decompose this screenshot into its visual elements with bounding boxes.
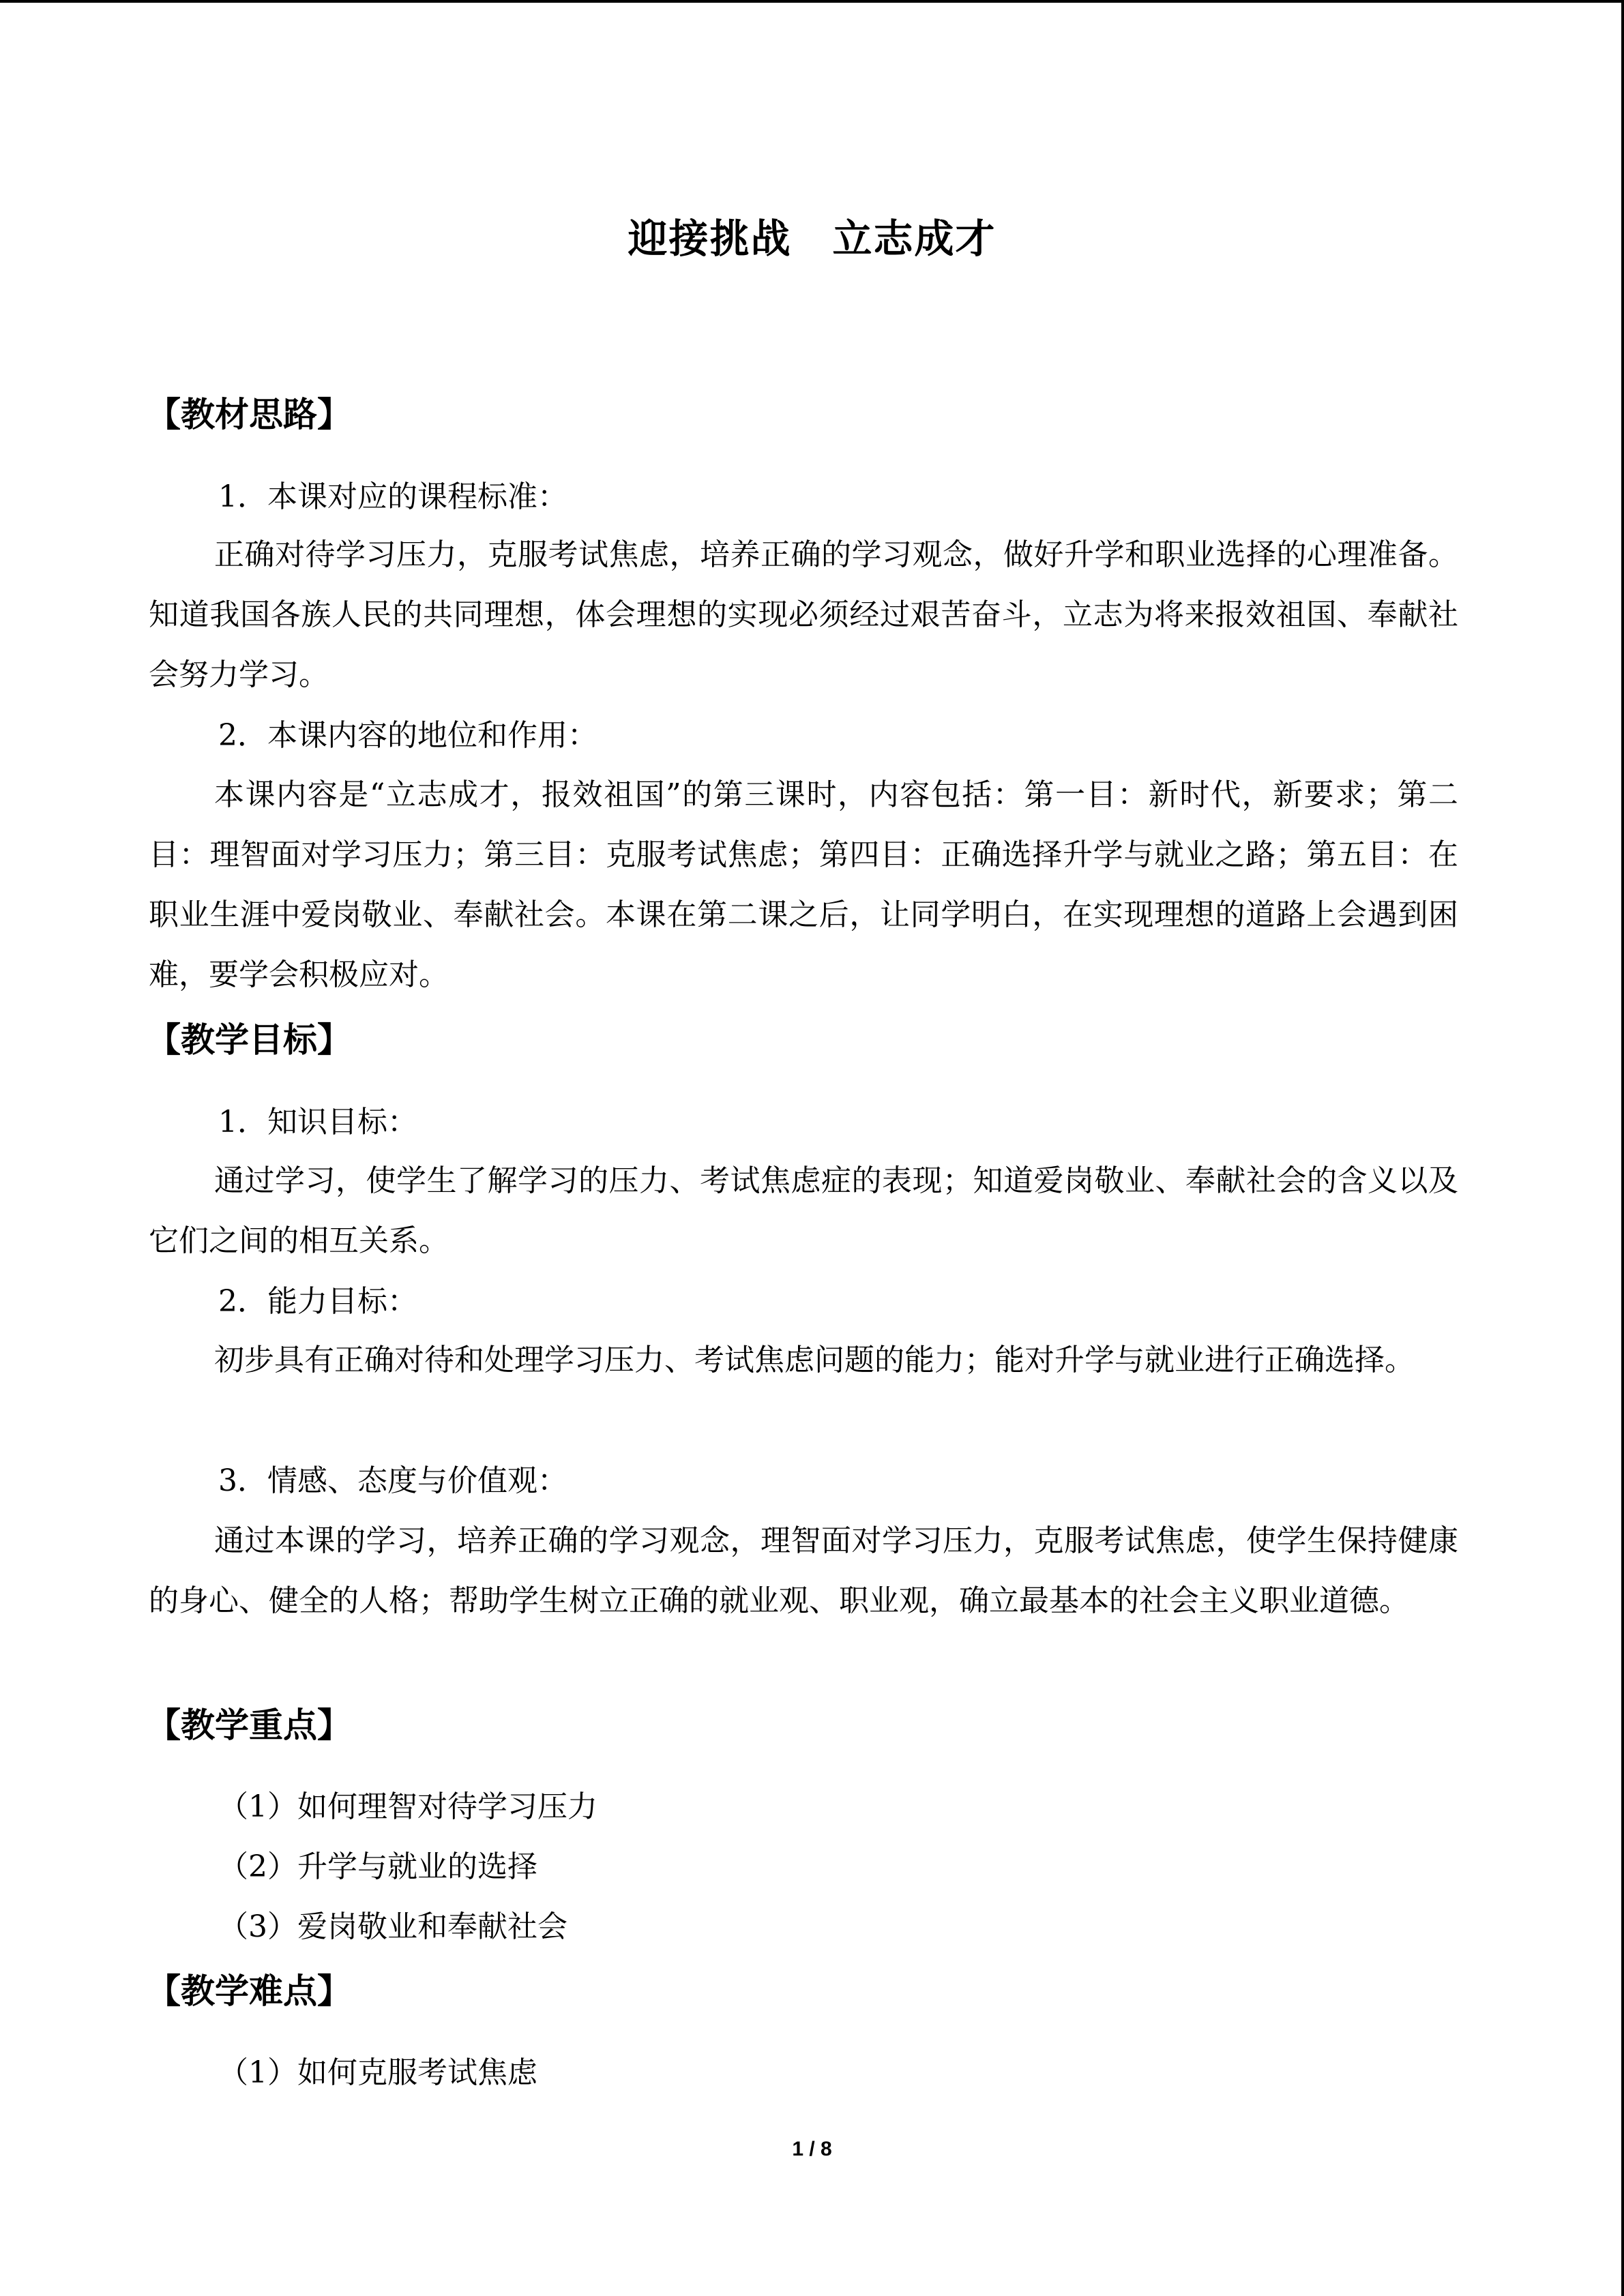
section-heading-teaching-difficulty: 【教学难点】 <box>147 1971 351 2011</box>
list-item: （1）如何克服考试焦虑 <box>218 2055 537 2090</box>
section-heading-teaching-focus: 【教学重点】 <box>147 1705 351 1745</box>
paragraph: 正确对待学习压力，克服考试焦虑，培养正确的学习观念，做好升学和职业选择的心理准备。知道我国各族人民的共同理想，体会理想的实现必须经过艰苦奋斗，立志为将来报效祖国、奉献社会努力学习。 <box>149 537 1458 692</box>
list-item: 2．能力目标： <box>218 1284 417 1319</box>
list-item: 3．情感、态度与价值观： <box>218 1463 567 1498</box>
list-item: （3）爱岗敬业和奉献社会 <box>218 1909 567 1944</box>
list-item: （1）如何理智对待学习压力 <box>218 1789 597 1824</box>
section-heading-textbook-approach: 【教材思路】 <box>147 395 351 434</box>
paragraph: 初步具有正确对待和处理学习压力、考试焦虑问题的能力；能对升学与就业进行正确选择。 <box>214 1343 1415 1377</box>
list-item: 1．知识目标： <box>218 1105 417 1139</box>
list-item: （2）升学与就业的选择 <box>218 1849 537 1884</box>
paragraph: 本课内容是“立志成才，报效祖国”的第三课时，内容包括：第一目：新时代，新要求；第二目：理智面对学习压力；第三目：克服考试焦虑；第四目：正确选择升学与就业之路；第五目：在职业生涯中爱岗敬业、奉献社会。本课在第二课之后，让同学明白，在实现理想的道路上会遇到困难，要学会积极应对。 <box>149 777 1458 992</box>
section-heading-teaching-goals: 【教学目标】 <box>147 1020 351 1060</box>
document-title: 迎接挑战 立志成才 <box>628 215 996 262</box>
page-number: 1 / 8 <box>792 2138 832 2160</box>
paragraph: 通过本课的学习，培养正确的学习观念，理智面对学习压力，克服考试焦虑，使学生保持健康的身心、健全的人格；帮助学生树立正确的就业观、职业观，确立最基本的社会主义职业道德。 <box>149 1523 1458 1618</box>
list-item: 1．本课对应的课程标准： <box>218 479 567 514</box>
list-item: 2．本课内容的地位和作用： <box>218 718 597 753</box>
paragraph: 通过学习，使学生了解学习的压力、考试焦虑症的表现；知道爱岗敬业、奉献社会的含义以及它们之间的相互关系。 <box>149 1163 1458 1258</box>
